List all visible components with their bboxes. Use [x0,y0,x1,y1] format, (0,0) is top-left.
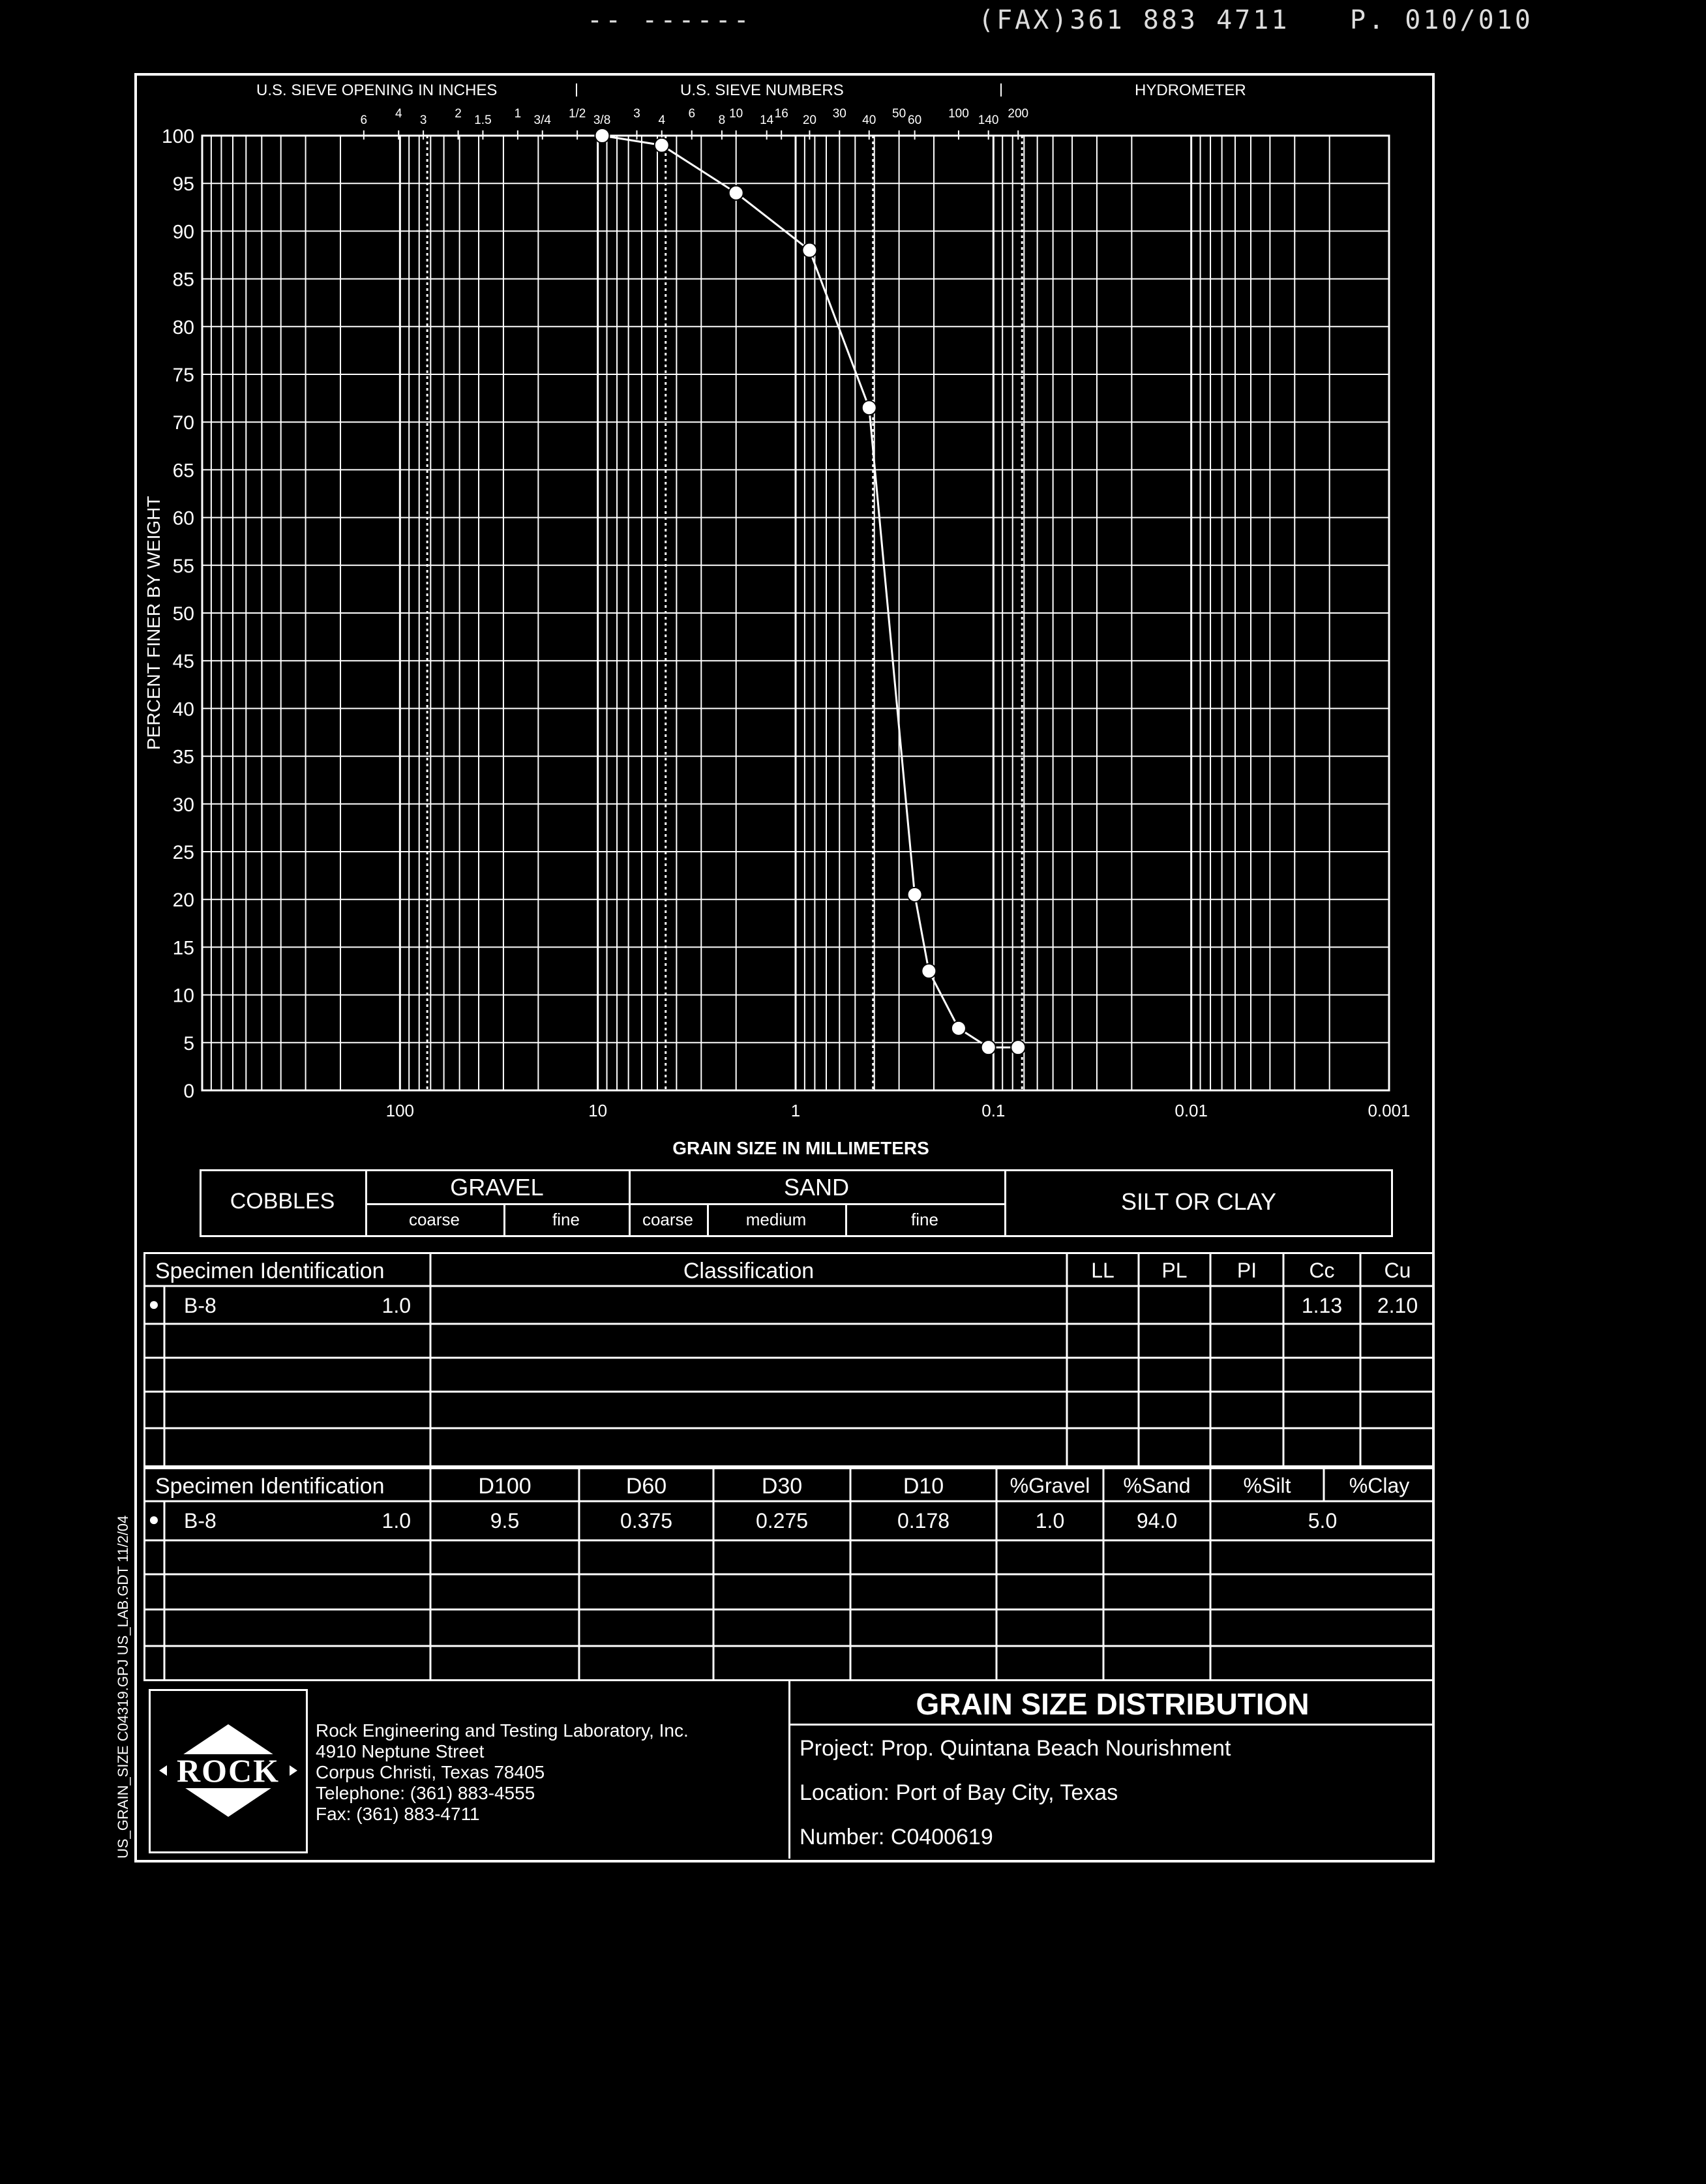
y-tick-label: 15 [172,937,194,959]
y-tick-label: 35 [172,746,194,768]
sieve-tick-label: 100 [948,107,969,121]
y-tick-label: 60 [172,507,194,530]
sieve-tick-label: 2 [455,107,462,121]
y-tick-label: 20 [172,890,194,912]
t1-header-pl: PL [1161,1259,1188,1282]
x-tick-label: 0.01 [1175,1101,1208,1120]
y-tick-label: 65 [172,460,194,482]
sieve-tick-label: 140 [978,113,999,127]
sieve-tick-label: 3 [633,107,640,121]
t2-header-d30: D30 [761,1474,803,1499]
sieve-tick-label: 16 [774,107,788,121]
t2-row-depth: 1.0 [382,1509,411,1533]
sieve-inches-label: U.S. SIEVE OPENING IN INCHES [256,82,498,99]
sieve-tick-label: 6 [360,113,368,127]
sieve-numbers-label: U.S. SIEVE NUMBERS [680,82,844,99]
t2-row-d100: 9.5 [490,1509,520,1533]
x-tick-label: 100 [385,1101,415,1120]
band-gravel: GRAVEL [450,1174,544,1201]
y-tick-label: 90 [172,221,194,243]
sieve-tick-label: 14 [760,113,774,127]
sieve-tick-label: 8 [718,113,726,127]
x-tick-label: 10 [588,1101,608,1120]
band-gravel-fine: fine [552,1210,580,1229]
project-line: Project: Prop. Quintana Beach Nourishment [800,1736,1231,1761]
sieve-tick-label: 200 [1008,107,1029,121]
sieve-tick-label: 1/2 [568,107,586,121]
sieve-tick-label: 4 [395,107,402,121]
y-tick-label: 45 [172,651,194,673]
band-sand-medium: medium [745,1210,807,1229]
y-tick-label: 100 [161,126,194,147]
t1-row-id: B-8 [184,1294,217,1317]
sieve-tick-label: 60 [908,113,922,127]
sieve-tick-label: 10 [729,107,743,121]
x-axis-label: GRAIN SIZE IN MILLIMETERS [672,1138,929,1158]
report-title: GRAIN SIZE DISTRIBUTION [916,1687,1309,1721]
band-sand-fine: fine [911,1210,938,1229]
y-tick-label: 85 [172,269,194,291]
side-label: US_GRAIN_SIZE C04319.GPJ US_LAB.GDT 11/2/04 [115,1515,131,1859]
t1-header-ll: LL [1091,1259,1115,1282]
t2-header-specimen: Specimen Identification [155,1474,385,1499]
number-line: Number: C0400619 [800,1825,993,1849]
sieve-tick-label: 6 [688,107,696,121]
logo-text: ROCK [177,1752,280,1789]
sieve-tick-label: 4 [658,113,666,127]
fax-header-left: -- ------ [587,5,752,35]
t1-row-depth: 1.0 [382,1294,411,1317]
x-tick-label: 1 [790,1101,801,1120]
y-tick-label: 75 [172,365,194,386]
y-tick-label: 25 [172,842,194,863]
sieve-tick-label: 1 [514,107,522,121]
t2-row-id: B-8 [184,1509,217,1533]
t2-row-d30: 0.275 [755,1509,809,1533]
sieve-tick-label: 3/4 [533,113,551,127]
t1-header-specimen: Specimen Identification [155,1259,385,1283]
location-line: Location: Port of Bay City, Texas [800,1780,1118,1805]
y-tick-label: 95 [172,173,194,196]
company-fax: Fax: (361) 883-4711 [316,1804,480,1824]
company-telephone: Telephone: (361) 883-4555 [316,1783,535,1803]
x-tick-label: 0.001 [1368,1101,1411,1120]
t1-row-cu: 2.10 [1377,1294,1418,1317]
t2-row-symbol: ● [148,1509,160,1529]
y-tick-label: 0 [183,1081,194,1102]
t2-header-sand: %Sand [1123,1474,1191,1497]
y-tick-label: 30 [172,794,194,816]
sieve-tick-label: 3 [419,113,427,127]
t2-header-d10: D10 [903,1474,944,1499]
band-sand-coarse: coarse [642,1210,694,1229]
t1-header-cc: Cc [1309,1259,1335,1282]
company-name: Rock Engineering and Testing Laboratory, Inc. [316,1720,689,1741]
band-silt-clay: SILT OR CLAY [1120,1188,1277,1215]
y-tick-label: 70 [172,412,194,434]
t2-row-d60: 0.375 [620,1509,673,1533]
band-gravel-coarse: coarse [408,1210,460,1229]
t2-header-clay: %Clay [1349,1474,1410,1497]
t2-row-siltclay: 5.0 [1308,1509,1338,1533]
y-tick-label: 50 [172,603,194,625]
sieve-tick-label: 1.5 [474,113,492,127]
hydrometer-label: HYDROMETER [1135,82,1246,99]
band-sand: SAND [783,1174,850,1201]
y-tick-label: 5 [183,1032,194,1055]
band-cobbles: COBBLES [230,1189,335,1214]
t2-header-d100: D100 [478,1474,531,1499]
t1-header-pi: PI [1236,1259,1257,1282]
y-tick-label: 80 [172,316,194,338]
t2-header-gravel: %Gravel [1010,1474,1090,1497]
t2-header-silt: %Silt [1243,1474,1291,1497]
company-city: Corpus Christi, Texas 78405 [316,1762,545,1782]
t1-header-cu: Cu [1384,1259,1411,1282]
t1-header-classification: Classification [683,1259,815,1283]
fax-header-number: (FAX)361 883 4711 [978,5,1290,35]
gradation-table [143,1467,1435,1681]
t2-row-d10: 0.178 [897,1509,950,1533]
x-tick-label: 0.1 [981,1101,1006,1120]
sieve-tick-label: 20 [802,113,816,127]
sieve-tick-label: 3/8 [593,113,611,127]
y-axis-label: PERCENT FINER BY WEIGHT [143,496,164,750]
y-tick-label: 40 [172,698,194,721]
sieve-tick-label: 30 [832,107,846,121]
sieve-tick-label: 50 [892,107,906,121]
t1-row-cc: 1.13 [1301,1294,1343,1317]
t2-row-sand: 94.0 [1136,1509,1178,1533]
fax-header-page: P. 010/010 [1350,5,1533,35]
company-street: 4910 Neptune Street [316,1741,485,1761]
y-tick-label: 55 [172,555,194,577]
t2-header-d60: D60 [625,1474,667,1499]
t1-row-symbol: ● [148,1294,160,1314]
sieve-tick-label: 40 [862,113,876,127]
t2-row-gravel: 1.0 [1035,1509,1065,1533]
y-tick-label: 10 [172,985,194,1007]
